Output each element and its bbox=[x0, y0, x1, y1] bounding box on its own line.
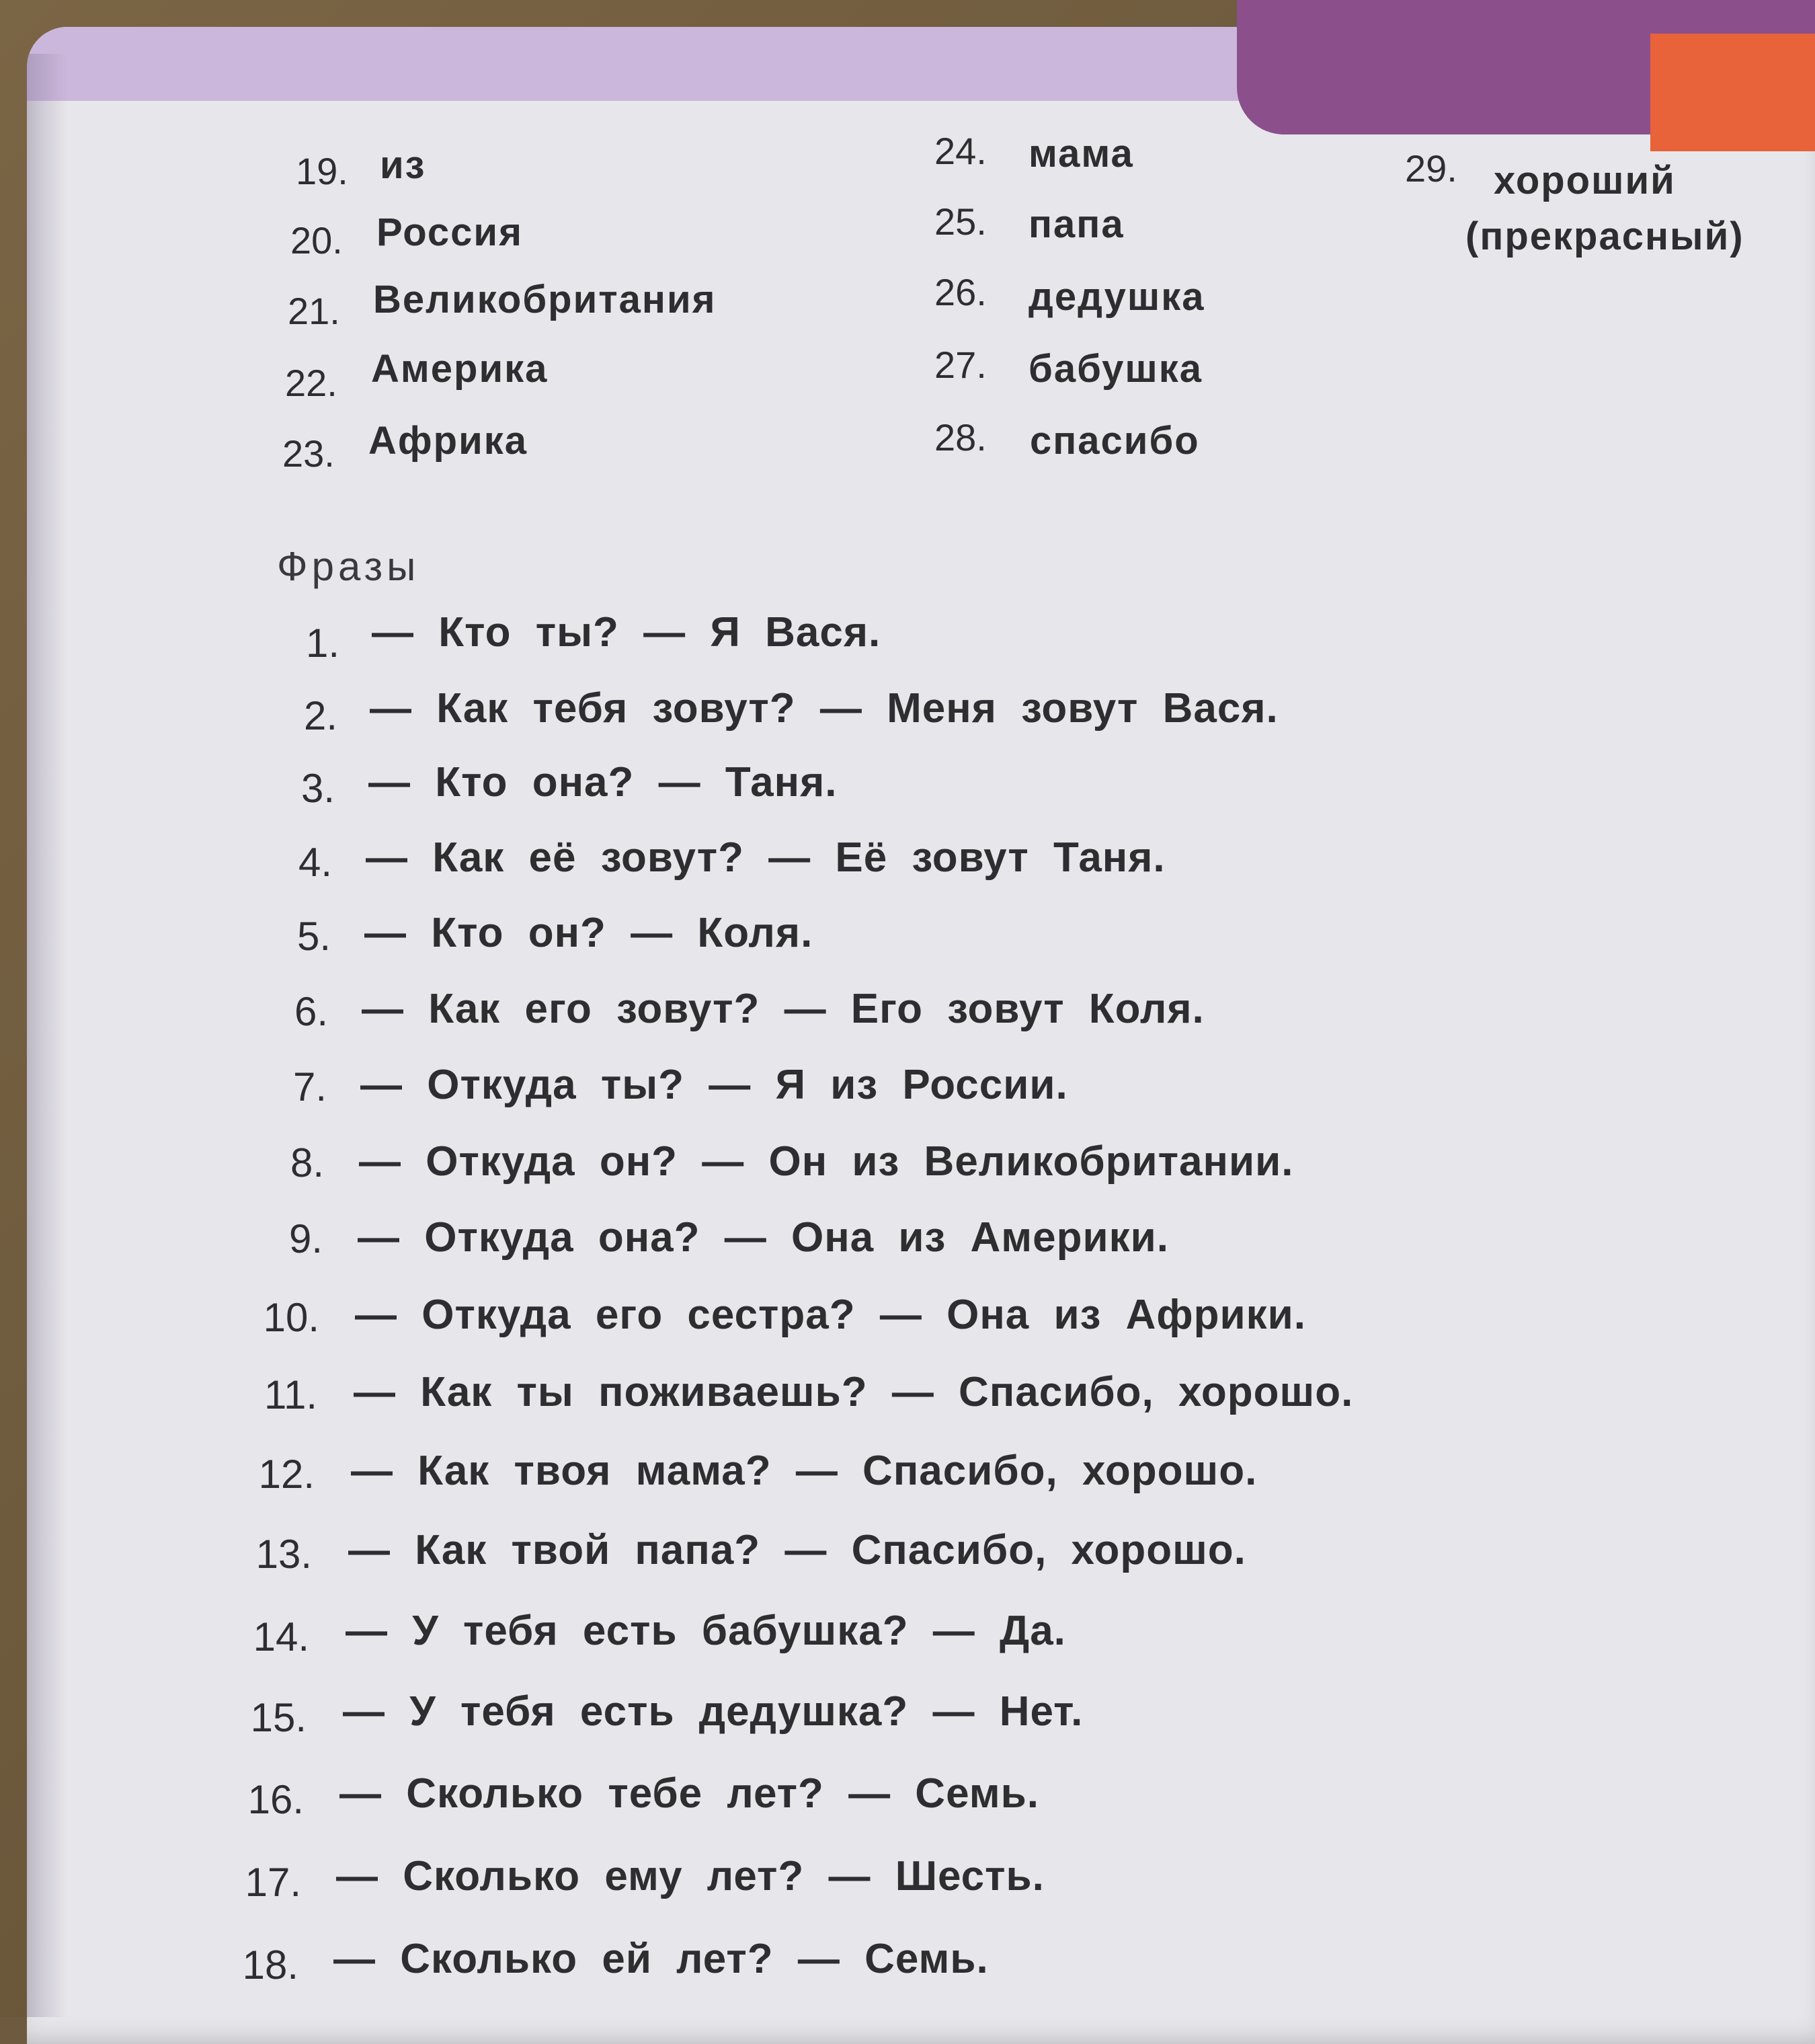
vocab-word: хороший bbox=[1494, 159, 1676, 202]
phrase-text: — Как его зовут? — Его зовут Коля. bbox=[362, 986, 1205, 1032]
phrase-text: — Откуда она? — Она из Америки. bbox=[358, 1214, 1169, 1261]
vocab-number: 29. bbox=[1405, 147, 1457, 190]
vocab-word: Россия bbox=[376, 210, 523, 254]
phrase-text: — Как ты поживаешь? — Спасибо, хорошо. bbox=[354, 1369, 1354, 1415]
vocab-word: Великобритания bbox=[373, 278, 717, 321]
vocab-number: 26. bbox=[934, 271, 987, 313]
phrase-text: — Сколько ей лет? — Семь. bbox=[333, 1936, 989, 1982]
phrase-number: 16. bbox=[247, 1777, 304, 1822]
phrase-number: 14. bbox=[253, 1614, 309, 1659]
phrase-number: 12. bbox=[258, 1452, 315, 1497]
vocab-word: из bbox=[380, 143, 426, 187]
vocab-number: 22. bbox=[285, 362, 337, 404]
page-fold-shadow bbox=[27, 54, 67, 2017]
vocab-number: 19. bbox=[296, 150, 348, 192]
vocab-number: 27. bbox=[934, 344, 987, 386]
vocab-number: 21. bbox=[288, 290, 340, 332]
phrase-number: 11. bbox=[264, 1372, 317, 1417]
phrase-number: 9. bbox=[288, 1216, 323, 1261]
phrase-number: 8. bbox=[290, 1140, 324, 1185]
vocab-word-extra: (прекрасный) bbox=[1465, 214, 1744, 258]
vocab-word: бабушка bbox=[1028, 347, 1203, 391]
phrase-text: — Как её зовут? — Её зовут Таня. bbox=[366, 834, 1166, 881]
phrase-number: 6. bbox=[294, 989, 328, 1034]
phrase-text: — Откуда его сестра? — Она из Африки. bbox=[355, 1292, 1307, 1338]
vocab-word: дедушка bbox=[1028, 275, 1205, 319]
phrase-text: — У тебя есть дедушка? — Нет. bbox=[343, 1688, 1084, 1735]
phrase-number: 2. bbox=[303, 693, 337, 738]
phrase-number: 13. bbox=[255, 1532, 312, 1577]
vocab-number: 23. bbox=[282, 432, 335, 475]
phrase-number: 18. bbox=[242, 1942, 298, 1988]
phrase-number: 3. bbox=[300, 766, 335, 811]
phrase-number: 10. bbox=[263, 1295, 319, 1340]
phrase-number: 17. bbox=[245, 1860, 301, 1905]
vocab-word: Америка bbox=[371, 347, 549, 391]
phrase-text: — Сколько ему лет? — Шесть. bbox=[336, 1853, 1045, 1899]
phrase-number: 4. bbox=[298, 840, 332, 885]
phrase-text: — Откуда он? — Он из Великобритании. bbox=[359, 1138, 1294, 1185]
vocab-word: папа bbox=[1028, 202, 1125, 246]
orange-corner-decoration bbox=[1650, 34, 1815, 151]
phrase-text: — Как твоя мама? — Спасибо, хорошо. bbox=[351, 1448, 1258, 1494]
phrase-text: — Откуда ты? — Я из России. bbox=[360, 1062, 1068, 1108]
vocab-number: 28. bbox=[934, 416, 987, 459]
phrase-text: — Как тебя зовут? — Меня зовут Вася. bbox=[370, 685, 1279, 732]
phrase-text: — Как твой папа? — Спасибо, хорошо. bbox=[348, 1527, 1246, 1573]
phrase-text: — У тебя есть бабушка? — Да. bbox=[346, 1608, 1066, 1654]
phrase-text: — Кто ты? — Я Вася. bbox=[372, 609, 881, 656]
vocab-number: 20. bbox=[290, 219, 343, 262]
vocab-word: мама bbox=[1028, 132, 1134, 175]
lilac-header-band bbox=[27, 27, 1277, 101]
phrases-heading: Фразы bbox=[277, 544, 420, 589]
vocab-word: Африка bbox=[368, 419, 528, 463]
vocab-number: 24. bbox=[934, 130, 987, 172]
vocab-word: спасибо bbox=[1030, 419, 1200, 463]
phrase-text: — Сколько тебе лет? — Семь. bbox=[339, 1770, 1039, 1817]
vocab-number: 25. bbox=[934, 200, 987, 243]
phrase-text: — Кто она? — Таня. bbox=[368, 759, 838, 805]
phrase-number: 5. bbox=[296, 914, 331, 959]
phrase-number: 7. bbox=[292, 1064, 327, 1109]
phrase-number: 15. bbox=[250, 1695, 307, 1740]
phrase-text: — Кто он? — Коля. bbox=[364, 910, 813, 956]
phrase-number: 1. bbox=[305, 621, 339, 666]
